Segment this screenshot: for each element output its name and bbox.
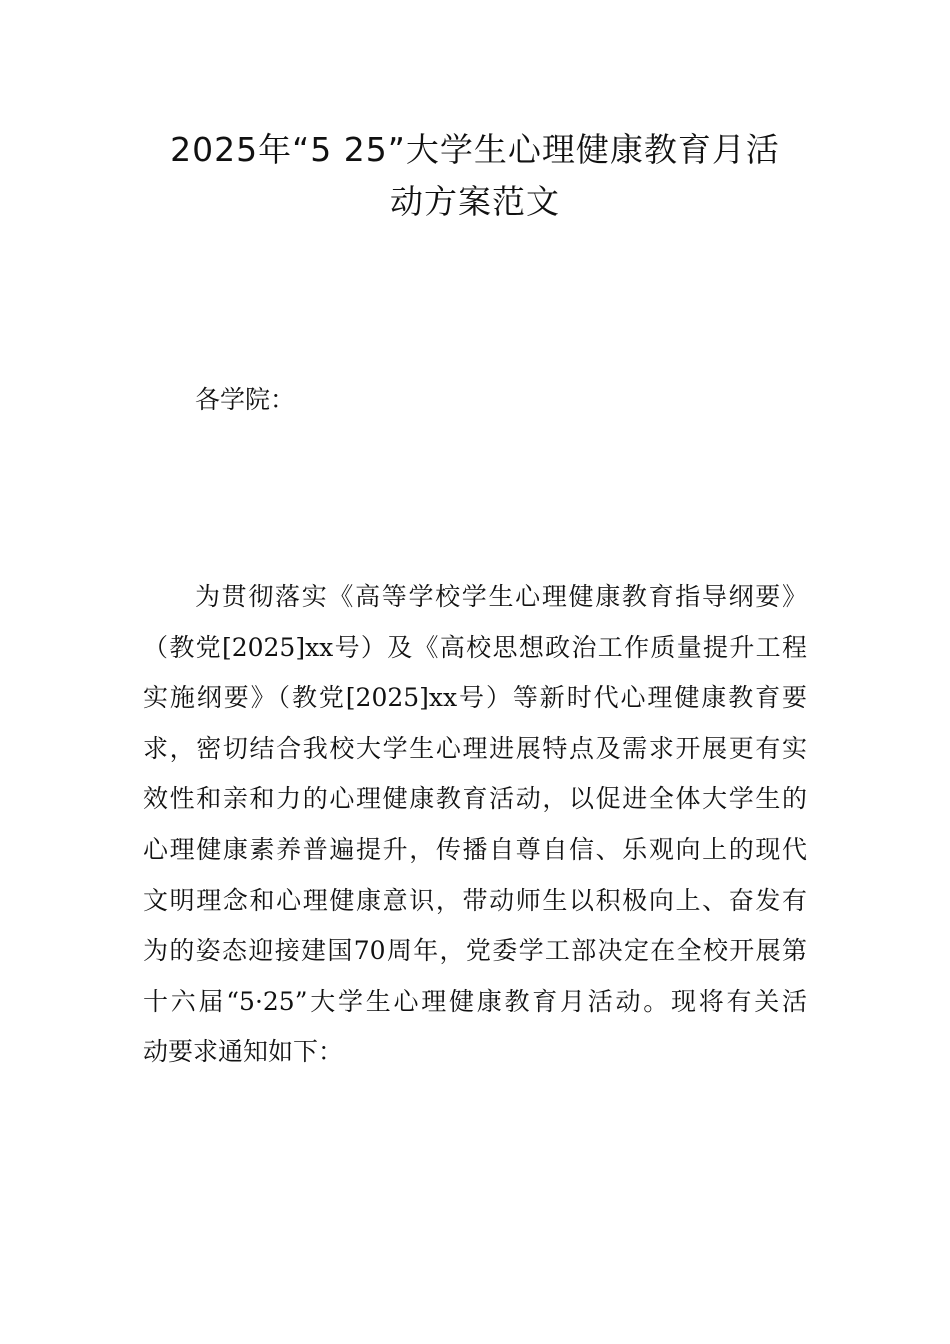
body-line: （教党[2025]xx号）及《高校思想政治工作质量提升工程 [143, 632, 807, 662]
document-title [120, 124, 830, 228]
body-line: 为的姿态迎接建国70周年，党委学工部决定在全校开展第 [143, 936, 807, 966]
salutation: 各学院： [195, 385, 296, 414]
body-line: 为贯彻落实《高等学校学生心理健康教育指导纲要》 [195, 582, 807, 611]
body-line: 实施纲要》（教党[2025]xx号）等新时代心理健康教育要 [143, 683, 807, 713]
body-line: 心理健康素养普遍提升，传播自尊自信、乐观向上的现代 [143, 834, 807, 864]
body-line: 文明理念和心理健康意识，带动师生以积极向上、奋发有 [143, 885, 807, 915]
body-paragraph [143, 572, 807, 1078]
title-line-2: 动方案范文 [390, 182, 560, 221]
title-line-1: 2025年“5 25”大学生心理健康教育月活 [170, 130, 780, 169]
body-line: 动要求通知如下： [143, 1037, 344, 1067]
body-line: 求，密切结合我校大学生心理进展特点及需求开展更有实 [143, 733, 807, 763]
body-line: 效性和亲和力的心理健康教育活动，以促进全体大学生的 [143, 784, 807, 814]
body-line: 十六届“5·25”大学生心理健康教育月活动。现将有关活 [143, 986, 807, 1016]
